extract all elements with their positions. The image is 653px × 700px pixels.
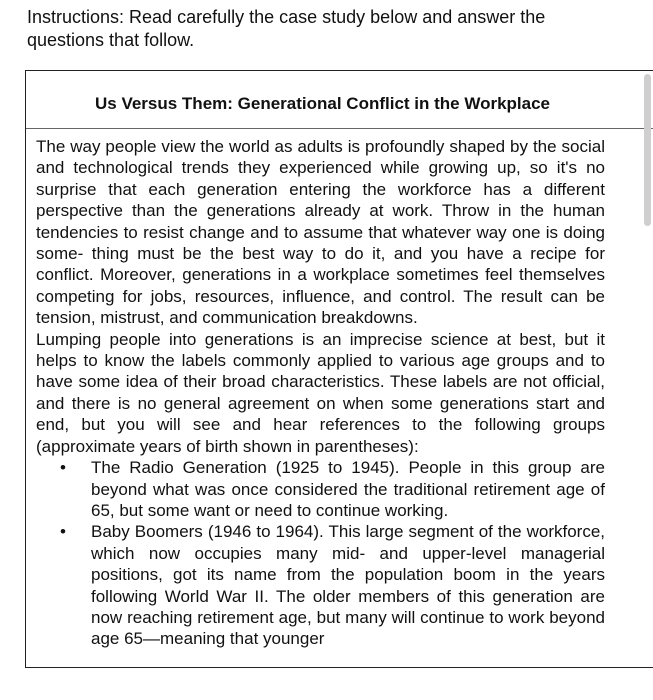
title-divider — [26, 128, 653, 129]
bullet-icon: • — [60, 522, 66, 542]
generation-list — [36, 457, 605, 650]
case-study-box — [25, 70, 653, 668]
list-item — [36, 457, 605, 521]
instructions-text: Instructions: Read carefully the case study below and answer the questions that follow. — [27, 7, 546, 50]
scrollbar-thumb[interactable] — [644, 74, 651, 226]
list-item-text: The Radio Generation (1925 to 1945). People in this group are beyond what was once considered the traditional retirement age of 65, but some want or need to continue working. — [91, 458, 605, 520]
bullet-icon: • — [60, 458, 66, 478]
paragraph-2: Lumping people into generations is an imprecise science at best, but it helps to know the labels commonly applied to various age groups and to have some idea of their broad characteristics. These labels are not official, and there is no general agreement on when some generations start and end, but you will see and hear references to the following groups (approximate years of birth shown in parentheses): — [36, 329, 605, 456]
list-item-text: Baby Boomers (1946 to 1964). This large segment of the workforce, which now occupies many mid- and upper-level managerial positions, got its name from the population boom in the years following World War II. The older members of this generation are now reaching retirement age, but many will continue to work beyond age 65—meaning that younger — [91, 522, 605, 649]
case-study-title: Us Versus Them: Generational Conflict in the Workplace — [94, 94, 550, 113]
case-study-body — [36, 136, 605, 650]
list-item — [36, 521, 605, 649]
paragraph-1: The way people view the world as adults is profoundly shaped by the social and technological trends they experienced while growing up, so it's no surprise that each generation entering the workforce has a different perspective than the generations already at work. Throw in the human tendencies to resist change and to assume that whatever way one is doing some- thing must be the best way to do it, and you have a recipe for conflict. Moreover, generations in a workplace sometimes feel themselves competing for jobs, resources, influence, and control. The result can be tension, mistrust, and communication breakdowns. — [36, 137, 605, 328]
